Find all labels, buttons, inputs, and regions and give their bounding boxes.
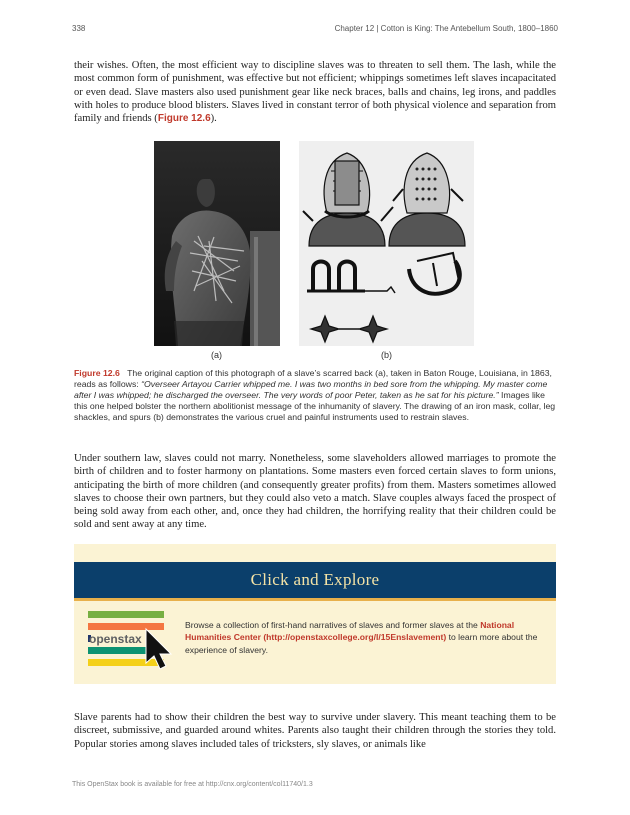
paragraph-end: ). <box>210 113 217 125</box>
caption-part1: The original caption of this photograph of a slave’s scarred back (a), taken in Baton Rouge, Louisiana, in 1863, reads as follows: <box>74 368 552 389</box>
paragraph-parents: Slave parents had to show their children the best way to survive under slavery. This meant teaching them to be discreet, submissive, and guarded around whites. Parents also taught their children through the stories they told. Popular stories among slaves included tales of tricksters, sly slaves, or animals like <box>74 712 556 750</box>
footer-note: This OpenStax book is available for free at http://cnx.org/content/col11740/1.3 <box>72 781 313 788</box>
figure-caption <box>74 368 556 423</box>
click-explore-title: Click and Explore <box>250 570 380 589</box>
header-stripe <box>74 598 556 601</box>
logo-text: openstax <box>89 632 142 646</box>
national-humanities-link[interactable]: National Humanities Center (http://openstaxcollege.org/l/15Enslavement) <box>185 620 515 643</box>
click-explore-text <box>185 619 545 656</box>
caption-part2: Images like this one helped bolster the northern abolitionist message of the inhumanity of slavery. The drawing of an iron mask, collar, leg shackles, and spurs (b) demonstrates the various cruel and painful instruments used to restrain slaves. <box>74 390 556 422</box>
page-number: 338 <box>72 24 86 33</box>
chapter-header: Chapter 12 | Cotton is King: The Antebellum South, 1800–1860 <box>334 24 558 33</box>
ce-text-after: to learn more about the experience of slavery. <box>185 632 538 655</box>
paragraph-text: their wishes. Often, the most efficient way to discipline slaves was to threaten to sell them. The lash, while the most common form of punishment, was effective but not efficient; whippings sometimes left slaves incapacitated or even dead. Slave masters also used punishment gear like neck braces, balls and chains, leg irons, and paddles with holes to produce blood blisters. Slaves lived in constant terror of both physical violence and separation from family and friends ( <box>74 60 556 125</box>
paragraph-marriage: Under southern law, slaves could not marry. Nonetheless, some slaveholders allowed marriages to promote the birth of children and to foster harmony on plantations. Some masters even forced certain slaves to form unions, anticipating the birth of more children (and consequently greater profits) from them. Masters sometimes allowed slaves to choose their own partners, but they could also veto a match. Slave couples always faced the prospect of being sold away from each other, and, once they had children, the horrifying reality that their children could be sold and sent away at any time. <box>74 453 556 531</box>
caption-quote: “Overseer Artayou Carrier whipped me. I was two months in bed sore from the whipping. My master come after I was whipped; he discharged the overseer. The very words of poor Peter, taken as he sat for his picture.” <box>74 379 548 400</box>
figure-label-b: (b) <box>381 350 392 360</box>
photo-scarred-back <box>154 141 280 346</box>
caption-label: Figure 12.6 <box>74 368 120 378</box>
openstax-logo-icon <box>88 611 188 673</box>
figure-label-a: (a) <box>211 350 222 360</box>
drawing-restraints <box>299 141 474 346</box>
paragraph-punishment <box>74 59 556 125</box>
click-explore-header <box>74 562 556 598</box>
figure-link[interactable]: Figure 12.6 <box>157 113 211 125</box>
click-explore-box <box>74 544 556 684</box>
ce-text-before: Browse a collection of first-hand narratives of slaves and former slaves at the <box>185 620 481 630</box>
